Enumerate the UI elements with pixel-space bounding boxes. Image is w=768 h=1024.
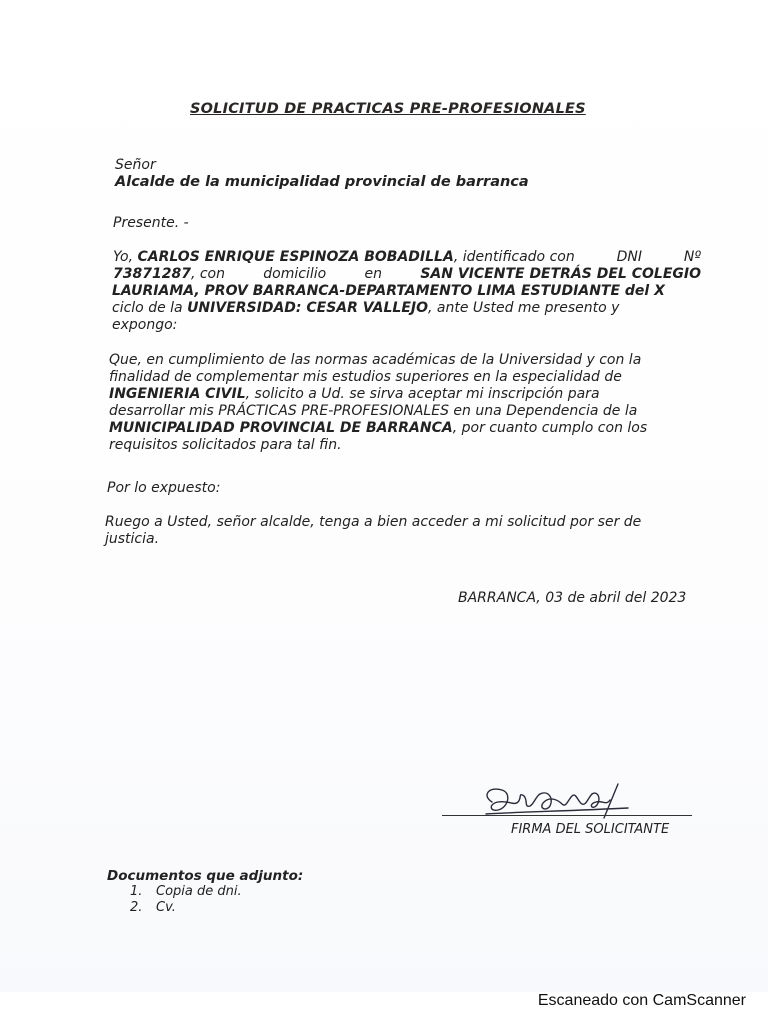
p1-line-3: LAURIAMA, PROV BARRANCA-DEPARTAMENTO LIMA ESTUDIANTE del X bbox=[112, 283, 665, 299]
p2-line-1: Que, en cumplimiento de las normas académicas de la Universidad y con la bbox=[109, 352, 642, 368]
ruego-line-2: justicia. bbox=[105, 531, 160, 547]
por-lo-expuesto: Por lo expuesto: bbox=[107, 480, 221, 496]
p1-line-5: expongo: bbox=[112, 317, 178, 333]
p2-line-2: finalidad de complementar mis estudios superiores en la especialidad de bbox=[109, 369, 622, 385]
p2-line-6: requisitos solicitados para tal fin. bbox=[109, 437, 342, 453]
p1-line-4: ciclo de la UNIVERSIDAD: CESAR VALLEJO, ante Usted me presento y bbox=[112, 300, 620, 316]
date-line: BARRANCA, 03 de abril del 2023 bbox=[458, 590, 687, 606]
signature-image bbox=[478, 778, 638, 823]
ruego-line-1: Ruego a Usted, señor alcalde, tenga a bien acceder a mi solicitud por ser de bbox=[105, 514, 642, 530]
p2-line-4: desarrollar mis PRÁCTICAS PRE-PROFESIONALES en una Dependencia de la bbox=[109, 403, 638, 419]
document-item: 2. Cv. bbox=[130, 900, 176, 915]
p1-line-1: Yo, CARLOS ENRIQUE ESPINOZA BOBADILLA, identificado con DNI Nº bbox=[113, 249, 701, 265]
p2-line-3: INGENIERIA CIVIL, solicito a Ud. se sirva aceptar mi inscripción para bbox=[109, 386, 600, 402]
p1-line-2: 73871287, con domicilio en SAN VICENTE DETRÁS DEL COLEGIO bbox=[113, 266, 701, 282]
p2-line-5: MUNICIPALIDAD PROVINCIAL DE BARRANCA, por cuanto cumplo con los bbox=[109, 420, 648, 436]
signature-caption: FIRMA DEL SOLICITANTE bbox=[511, 822, 670, 837]
signature-line bbox=[442, 815, 692, 816]
camscanner-watermark: Escaneado con CamScanner bbox=[537, 992, 746, 1009]
addressee: Alcalde de la municipalidad provincial de barranca bbox=[115, 174, 529, 190]
salutation: Señor bbox=[115, 157, 156, 173]
documents-title: Documentos que adjunto: bbox=[107, 868, 304, 884]
presente: Presente. - bbox=[113, 215, 189, 231]
document-item: 1. Copia de dni. bbox=[130, 884, 242, 899]
document-title: SOLICITUD DE PRACTICAS PRE-PROFESIONALES bbox=[190, 101, 586, 117]
